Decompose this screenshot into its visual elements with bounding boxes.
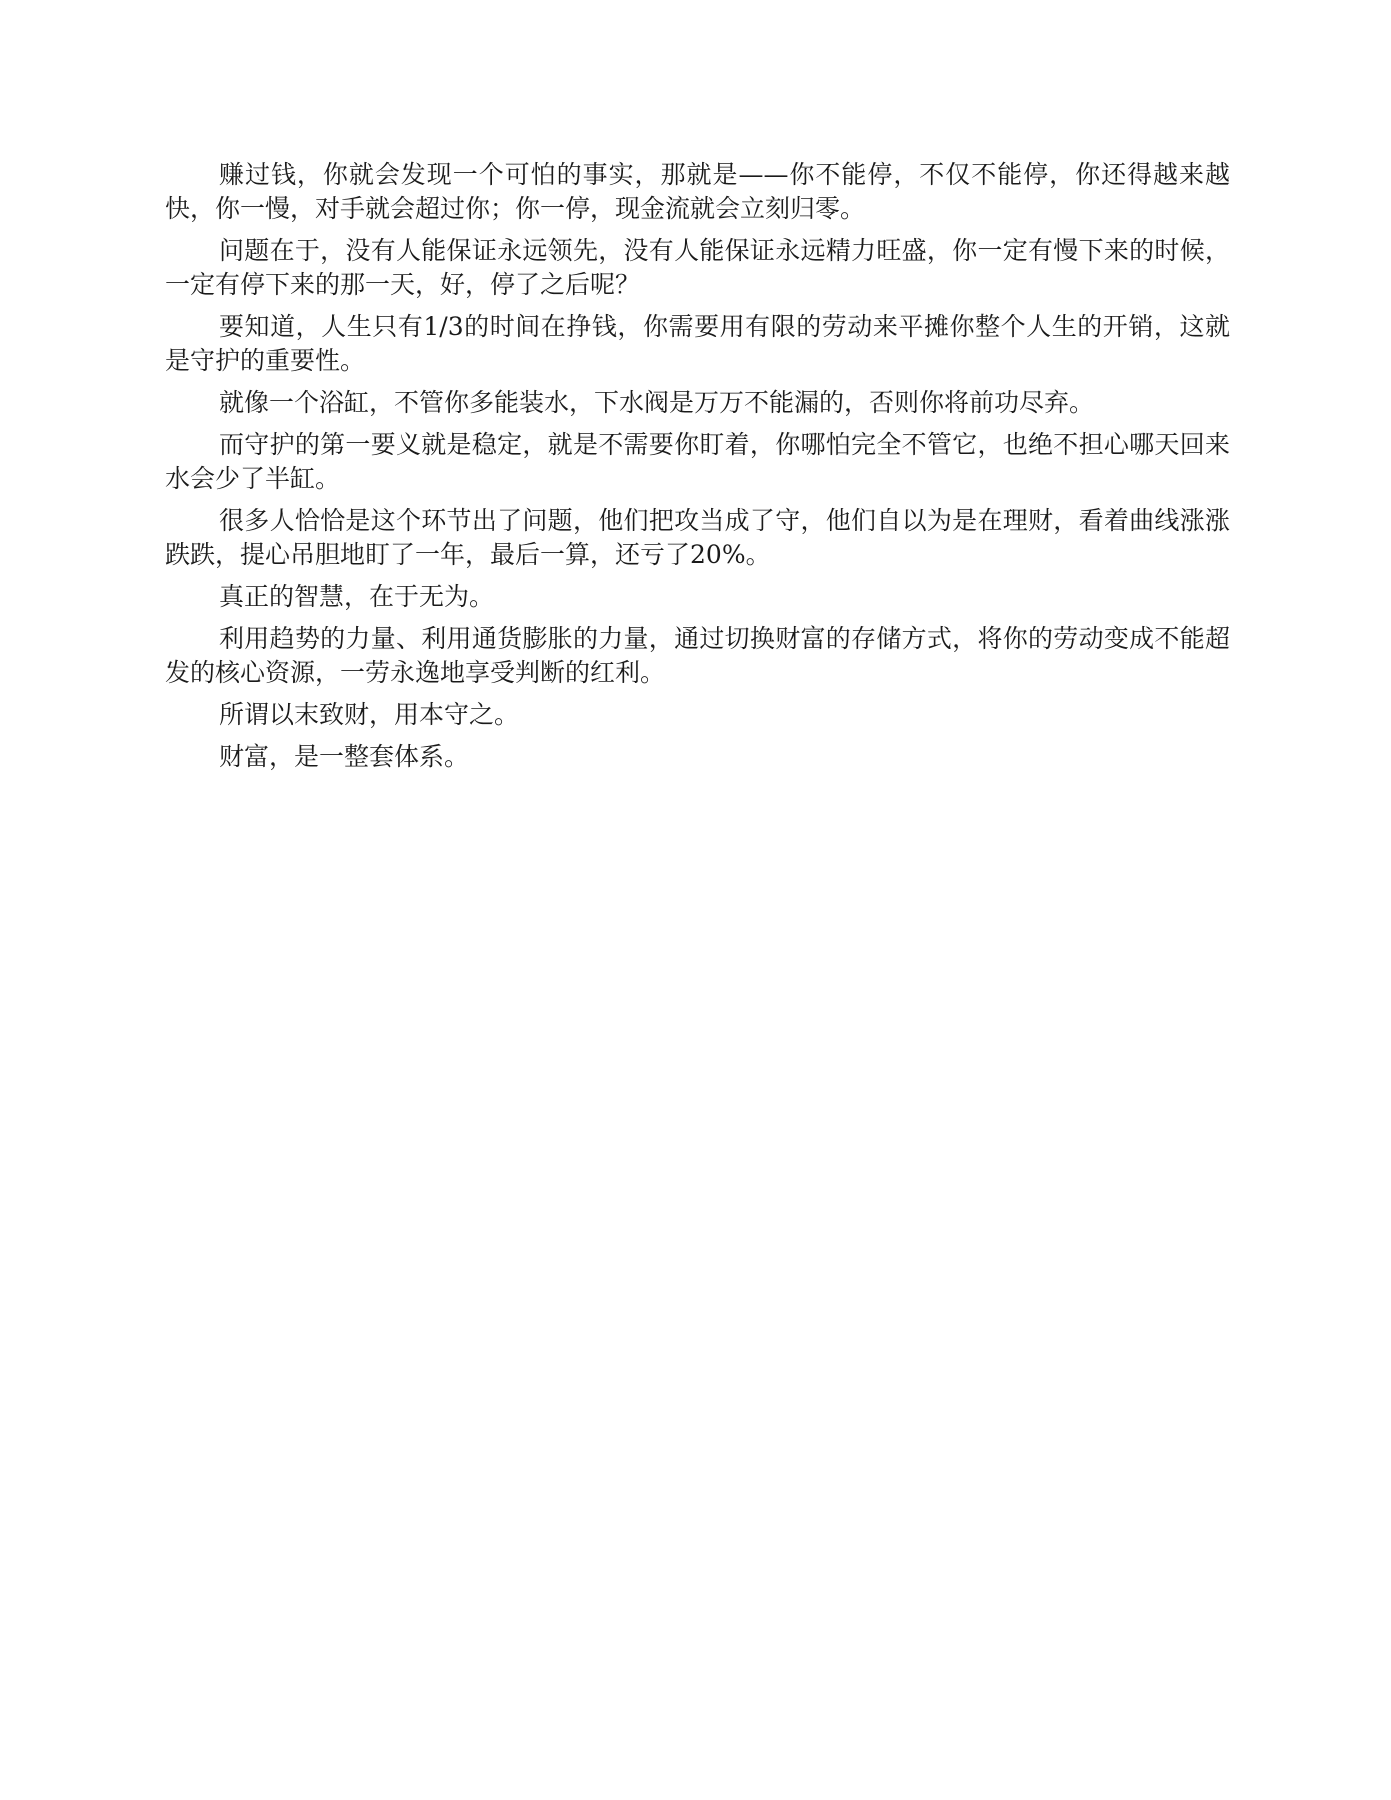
document-body: [165, 158, 1230, 782]
paragraph: 很多人恰恰是这个环节出了问题，他们把攻当成了守，他们自以为是在理财，看着曲线涨涨跌跌，提心吊胆地盯了一年，最后一算，还亏了20%。: [165, 506, 1230, 569]
paragraph: 所谓以末致财，用本守之。: [219, 700, 520, 729]
paragraph: 而守护的第一要义就是稳定，就是不需要你盯着，你哪怕完全不管它，也绝不担心哪天回来水会少了半缸。: [165, 430, 1230, 493]
paragraph: 就像一个浴缸，不管你多能装水，下水阀是万万不能漏的，否则你将前功尽弃。: [219, 388, 1095, 417]
paragraph: 要知道，人生只有1/3的时间在挣钱，你需要用有限的劳动来平摊你整个人生的开销，这就是守护的重要性。: [165, 312, 1230, 375]
paragraph: 问题在于，没有人能保证永远领先，没有人能保证永远精力旺盛，你一定有慢下来的时候，一定有停下来的那一天，好，停了之后呢？: [165, 236, 1230, 299]
paragraph: 财富，是一整套体系。: [219, 742, 470, 771]
paragraph: 真正的智慧，在于无为。: [219, 582, 495, 611]
paragraph: 赚过钱，你就会发现一个可怕的事实，那就是——你不能停，不仅不能停，你还得越来越快，你一慢，对手就会超过你；你一停，现金流就会立刻归零。: [165, 160, 1230, 223]
paragraph: 利用趋势的力量、利用通货膨胀的力量，通过切换财富的存储方式，将你的劳动变成不能超发的核心资源，一劳永逸地享受判断的红利。: [165, 624, 1230, 687]
